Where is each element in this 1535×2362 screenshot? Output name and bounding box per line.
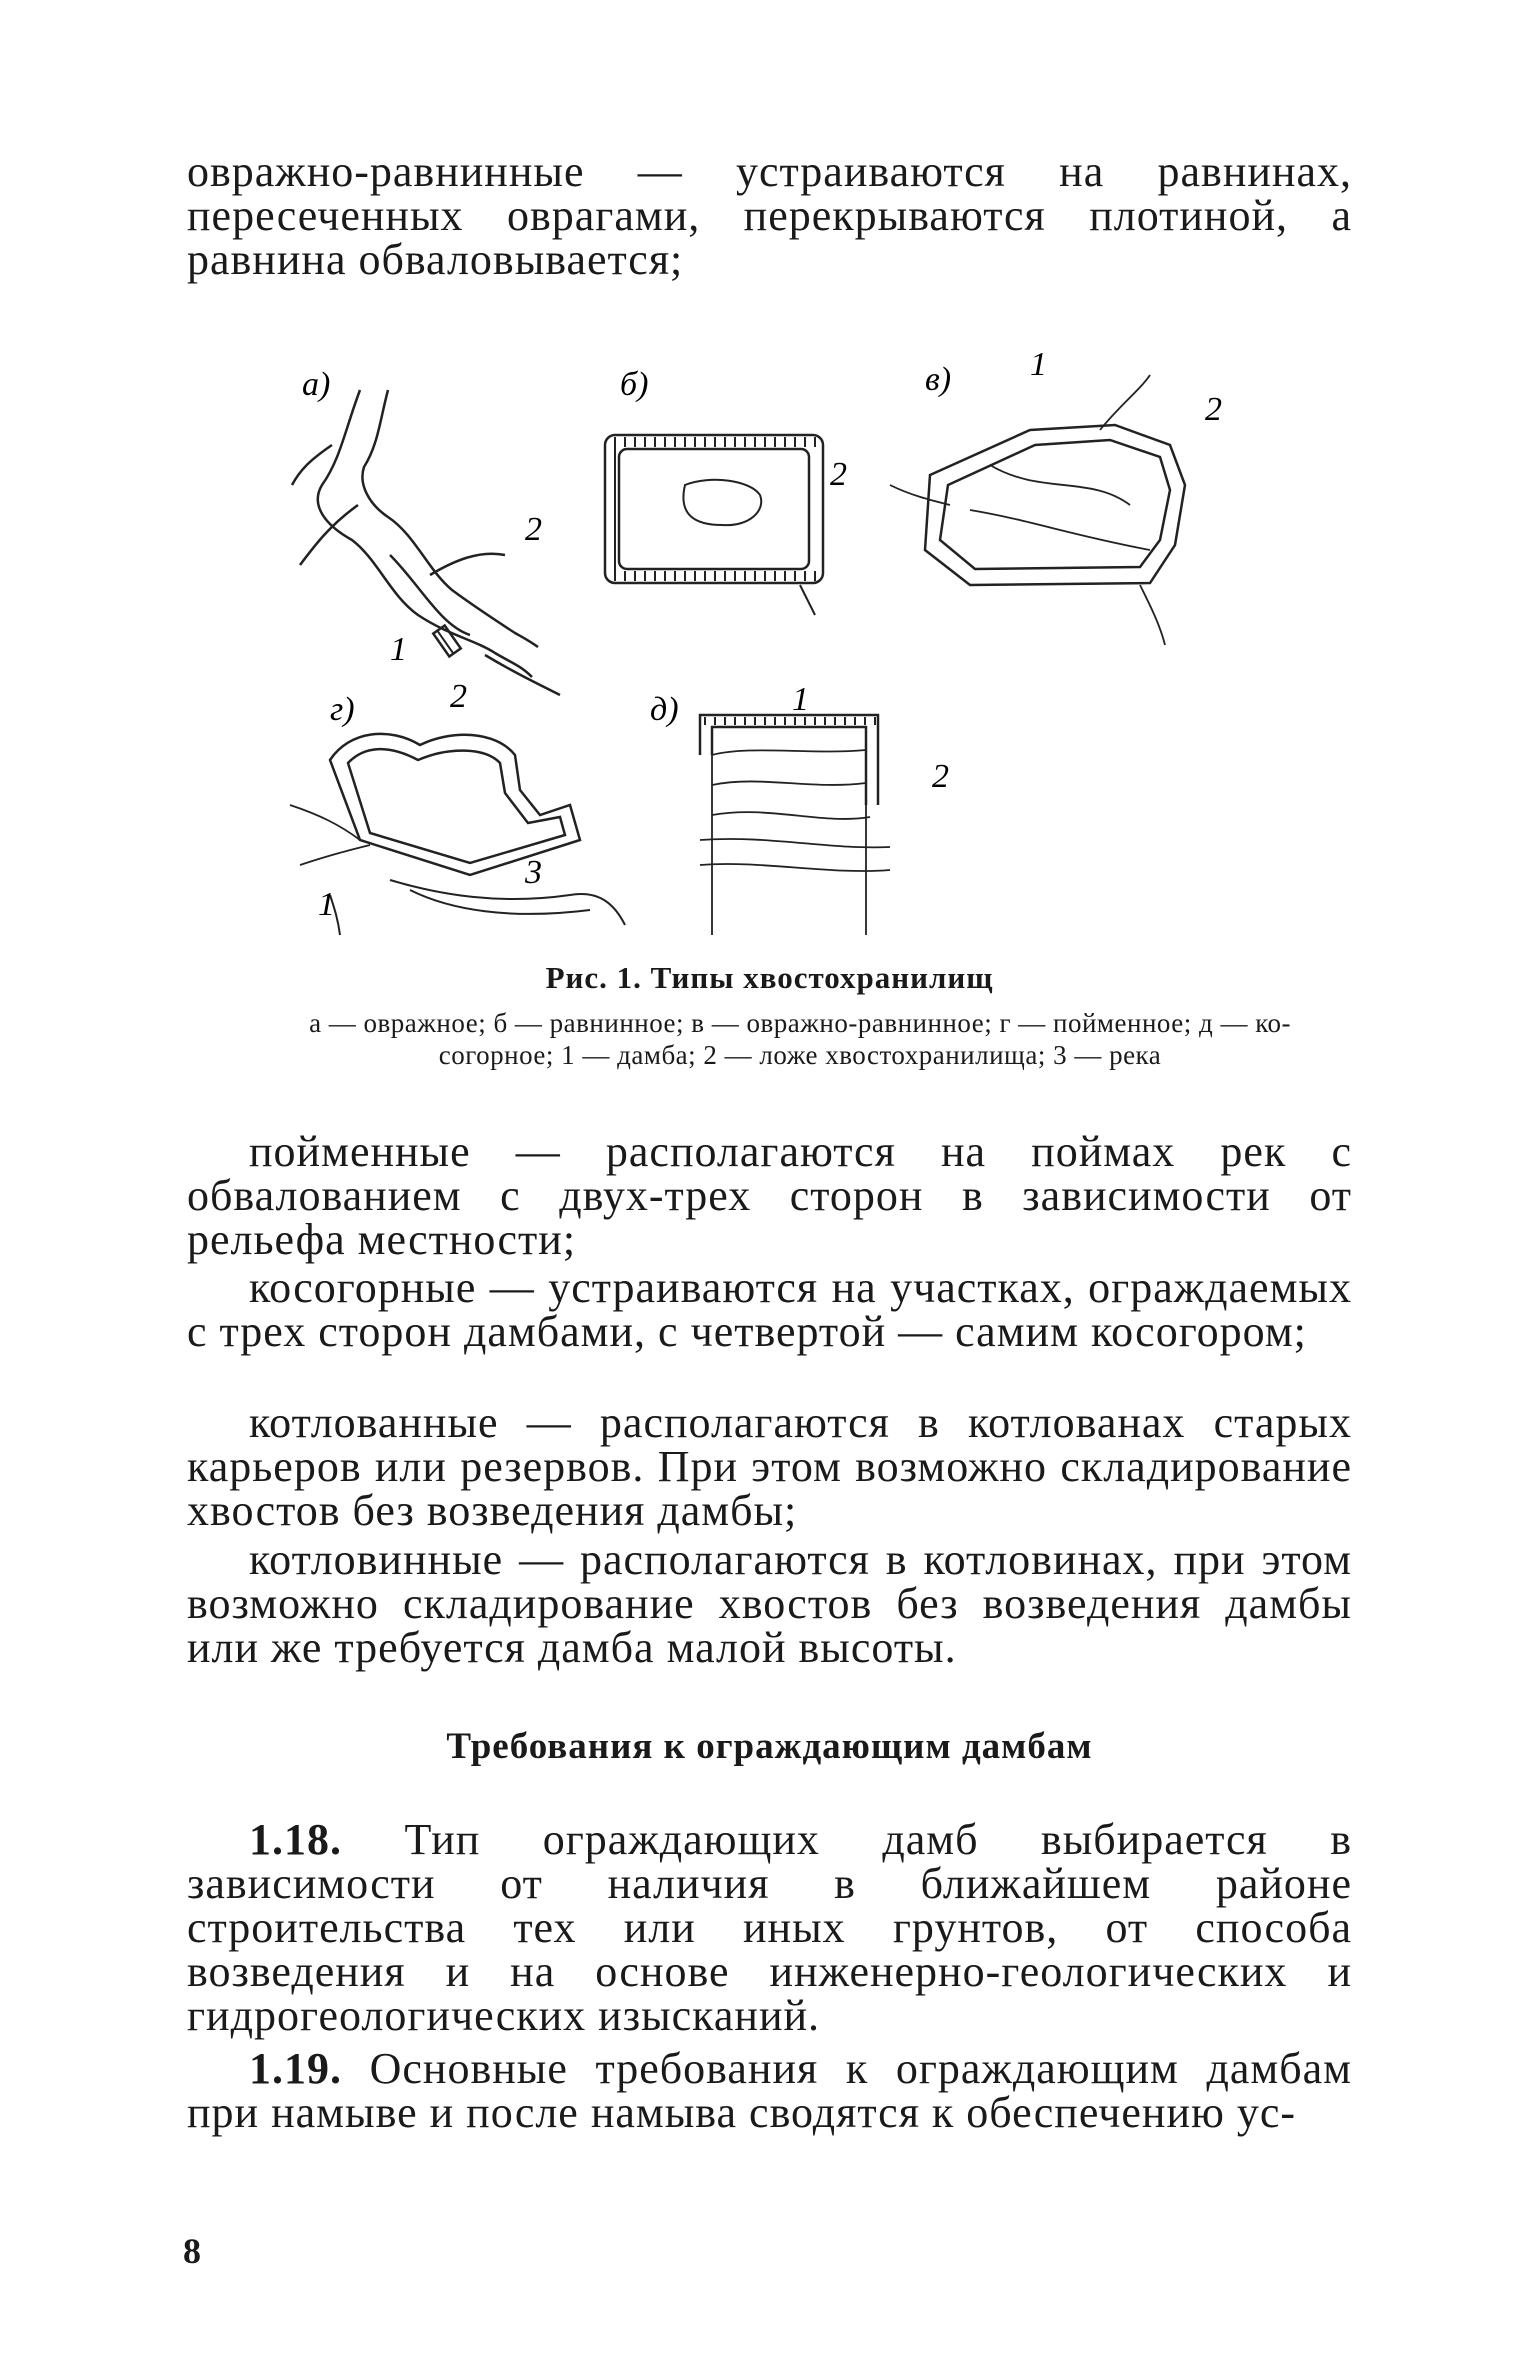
callout-e-2: 2 xyxy=(932,758,949,795)
panel-label-d: г) xyxy=(330,691,355,728)
callout-d-3: 3 xyxy=(525,854,542,891)
panel-a-dam xyxy=(433,626,461,657)
list-item-basin: котловинные — располагаются в котловинах, при этом возможно складирование хвостов без возведения дамбы или же требуется дамба малой высоты. xyxy=(187,1535,1352,1672)
figure-diagram xyxy=(270,335,1270,955)
panel-label-b: б) xyxy=(620,366,649,403)
figure-tailings-types xyxy=(270,335,1270,955)
legend-line-2: согорное; 1 — дамба; 2 — ложе хвостохранилища; 3 — река xyxy=(438,1040,1162,1070)
callout-e-1: 1 xyxy=(792,681,809,718)
list-item-hillside: косогорные — устраиваются на участках, ограждаемых с трех сторон дамбами, с четвертой — самим косогором; xyxy=(187,1263,1352,1356)
clause-1-19-number: 1.19. xyxy=(249,2044,342,2093)
clause-1-19-text: Основные требования к ограждающим дамбам при намыве и после намыва сводятся к обеспечению ус- xyxy=(187,2044,1353,2137)
page-number: 8 xyxy=(183,2231,201,2271)
callout-d-1: 1 xyxy=(318,886,335,923)
clause-1-19 xyxy=(187,2044,1353,2137)
callout-b-2: 2 xyxy=(830,456,847,493)
callout-c-1: 1 xyxy=(1030,346,1047,383)
panel-d-floodplain-drawing xyxy=(290,734,625,935)
figure-caption-legend xyxy=(250,1007,1350,1071)
callout-d-2: 2 xyxy=(450,678,467,715)
panel-a-ravine-drawing xyxy=(292,390,560,695)
figure-caption-title: Рис. 1. Типы хвостохранилищ xyxy=(545,960,994,995)
callout-a-1: 1 xyxy=(390,631,407,668)
callout-a-2: 2 xyxy=(525,511,542,548)
clause-1-18-text: Тип ограждающих дамб выбирается в зависимости от наличия в ближайшем районе строительства тех или иных грунтов, от способа возведения и на основе инженерно-геологических и гидрогеологических изысканий. xyxy=(187,1815,1353,2040)
callout-c-2: 2 xyxy=(1205,391,1222,428)
panel-label-a: а) xyxy=(302,366,331,403)
panel-label-c: в) xyxy=(925,361,952,398)
list-item-pit: котлованные — располагаются в котлованах старых карьеров или резервов. При этом возможно складирование хвостов без возведения дамбы; xyxy=(187,1398,1352,1535)
intro-paragraph: овражно-равнинные — устраиваются на равнинах, пересеченных оврагами, перекрываются плотиной, а равнина обваловывается; xyxy=(187,147,1352,284)
panel-c-ravine-plain-drawing xyxy=(890,375,1185,645)
list-item-floodplain: пойменные — располагаются на поймах рек с обвалованием с двух-трех сторон в зависимости от рельефа местности; xyxy=(187,1127,1352,1264)
panel-b-plain-drawing xyxy=(605,435,823,615)
panel-e-hillside-drawing xyxy=(700,715,890,935)
clause-1-18 xyxy=(187,1815,1353,2040)
clause-1-18-number: 1.18. xyxy=(249,1815,342,1864)
panel-label-e: д) xyxy=(650,691,679,728)
section-heading: Требования к ограждающим дамбам xyxy=(446,1726,1093,1767)
legend-line-1: а — овражное; б — равнинное; в — овражно-равнинное; г — пойменное; д — ко- xyxy=(309,1008,1291,1038)
